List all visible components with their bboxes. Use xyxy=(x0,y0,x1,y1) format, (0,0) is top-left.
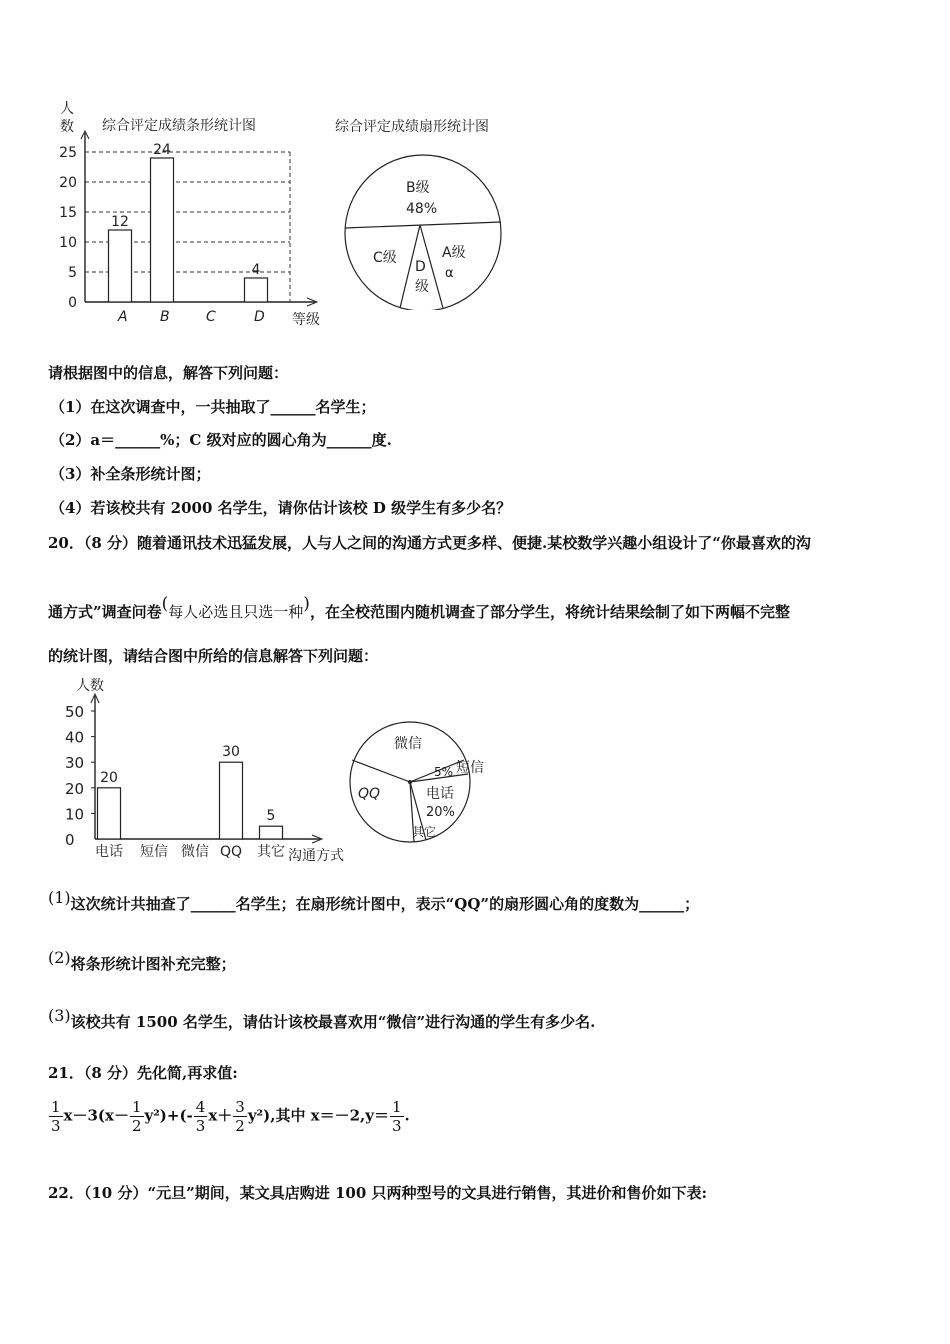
comm-pie-center xyxy=(408,780,412,784)
q21-term-3: x＋ xyxy=(208,1106,233,1125)
comm-pie-label-phone-pct: 20% xyxy=(426,805,455,820)
q21-frac-4-den: 2 xyxy=(235,1117,245,1135)
q21-frac-3-num: 4 xyxy=(195,1098,206,1116)
comm-bar-value-label: 20 xyxy=(100,769,118,786)
q20-sub2-num: (2) xyxy=(48,948,71,967)
q19-part2: （2）a＝______%；C 级对应的圆心角为______度. xyxy=(50,431,392,449)
comm-bar-ytick: 50 xyxy=(65,703,85,721)
q21-frac-1-num: 1 xyxy=(51,1098,61,1116)
q21-frac-5 xyxy=(390,1098,404,1135)
q20-sub3-text: 该校共有 1500 名学生，请估计该校最喜欢用“微信”进行沟通的学生有多少名. xyxy=(70,1013,596,1031)
q21-frac-1 xyxy=(49,1098,63,1135)
q20-lparen: ( xyxy=(161,594,169,614)
comm-pie-label-wechat: 微信 xyxy=(394,736,422,752)
q20-line2-a: 通方式”调查问卷 xyxy=(48,603,162,621)
q20-sub1-text: 这次统计共抽查了______名学生；在扇形统计图中，表示“QQ”的扇形圆心角的度数为______； xyxy=(70,895,700,913)
comm-bar-xtick: QQ xyxy=(219,844,243,860)
comm-bar-xtick: 微信 xyxy=(181,844,209,860)
grade-bar-rect xyxy=(245,278,268,302)
grade-bar-ytick: 25 xyxy=(59,145,77,161)
comm-pie-label-sms-pct: 5% xyxy=(434,765,454,779)
grade-bar-xlabel: 等级 xyxy=(292,312,320,328)
q21-frac-3-den: 3 xyxy=(195,1117,206,1135)
q21-term-4: y²),其中 x＝－2,y＝ xyxy=(247,1106,389,1125)
comm-bar-value-label: 5 xyxy=(266,808,276,825)
grade-bar-ytick: 0 xyxy=(68,295,77,311)
q20-rparen: ) xyxy=(303,594,310,614)
grade-bar-xtick: D xyxy=(254,309,265,325)
q21-title: 21．（8 分）先化简,再求值: xyxy=(48,1064,238,1082)
grade-bar-rect xyxy=(109,230,132,302)
q22-title: 22．（10 分）“元旦”期间，某文具店购进 100 只两种型号的文具进行销售，其进价和售价如下表: xyxy=(48,1184,708,1202)
q21-expression xyxy=(48,1098,410,1135)
comm-bar-xtick: 短信 xyxy=(140,844,168,860)
comm-pie-label-phone: 电话 xyxy=(426,786,454,802)
grade-pie-label-d2: 级 xyxy=(415,279,429,295)
comm-bar-ytick: 10 xyxy=(65,805,85,824)
q20-paren-text: 每人必选且只选一种 xyxy=(168,603,304,621)
grade-bar-chart xyxy=(40,95,340,335)
q20-line3: 的统计图，请结合图中所给的信息解答下列问题： xyxy=(48,647,379,665)
grade-pie-label-b: B级 xyxy=(406,180,430,196)
q20-line1: 20．（8 分）随着通讯技术迅猛发展，人与人之间的沟通方式更多样、便捷.某校数学兴趣小组设计了“你最喜欢的沟 xyxy=(48,534,811,552)
comm-bar-value-label: 30 xyxy=(222,744,240,761)
comm-bar-ytick: 30 xyxy=(65,754,85,773)
grade-pie-label-d: D xyxy=(415,259,426,275)
comm-bar-xtick: 电话 xyxy=(95,844,123,860)
q21-frac-5-den: 3 xyxy=(392,1117,402,1135)
q21-frac-5-num: 1 xyxy=(392,1098,402,1116)
q21-frac-3 xyxy=(194,1098,208,1135)
comm-bar-ylabel: 人数 xyxy=(76,678,104,694)
grade-bar-ylabel-top: 人 xyxy=(60,101,74,117)
q19-intro: 请根据图中的信息，解答下列问题： xyxy=(48,364,289,382)
comm-bar-chart xyxy=(40,670,370,870)
grade-bar-ytick: 20 xyxy=(59,175,77,191)
q21-term-1: x－3(x－ xyxy=(63,1106,129,1125)
grade-bar-rect xyxy=(151,158,174,302)
q20-sub2-text: 将条形统计图补充完整； xyxy=(70,955,236,973)
grade-pie-label-c: C级 xyxy=(373,250,397,266)
grade-bar-xtick: B xyxy=(160,309,170,325)
grade-bar-value-label: 4 xyxy=(251,262,261,278)
comm-pie-chart xyxy=(340,720,510,850)
q21-frac-2-num: 1 xyxy=(131,1098,142,1116)
grade-bar-xtick: C xyxy=(206,309,216,325)
q19-part4: （4）若该校共有 2000 名学生，请你估计该校 D 级学生有多少名？ xyxy=(50,499,512,517)
grade-pie-title: 综合评定成绩扇形统计图 xyxy=(335,119,489,135)
comm-bar-ytick: 40 xyxy=(65,728,85,747)
q20-sub3 xyxy=(48,1006,595,1032)
q21-frac-2 xyxy=(130,1098,144,1135)
q20-sub2 xyxy=(48,948,236,974)
grade-pie-label-b-pct: 48% xyxy=(406,201,438,217)
comm-pie-label-other: 其它 xyxy=(412,825,437,839)
comm-bar-xlabel: 沟通方式 xyxy=(288,848,344,864)
grade-pie-chart xyxy=(330,110,530,310)
grade-bar-ytick: 5 xyxy=(68,265,77,281)
comm-pie-label-sms: 短信 xyxy=(456,760,484,776)
comm-bar-rect xyxy=(220,762,243,839)
grade-bar-value-label: 24 xyxy=(153,142,171,158)
comm-pie-label-qq: QQ xyxy=(358,786,381,802)
comm-bar-ytick: 0 xyxy=(65,831,75,849)
q21-frac-4 xyxy=(233,1098,247,1135)
comm-bar-rect xyxy=(98,788,121,839)
q20-sub3-num: (3) xyxy=(48,1006,71,1025)
q21-term-5: . xyxy=(404,1106,410,1125)
q21-term-2: y²)+(- xyxy=(144,1106,193,1125)
comm-bar-rect xyxy=(260,826,283,839)
q20-sub1 xyxy=(48,888,699,914)
grade-bar-title: 综合评定成绩条形统计图 xyxy=(102,118,256,134)
q19-part3: （3）补全条形统计图； xyxy=(50,465,211,483)
comm-bar-ytick: 20 xyxy=(65,779,85,798)
grade-bar-ylabel-bottom: 数 xyxy=(60,119,74,135)
grade-bar-value-label: 12 xyxy=(111,214,129,230)
q21-frac-2-den: 2 xyxy=(131,1117,142,1135)
grade-pie-label-a: A级 xyxy=(442,245,466,261)
q20-sub1-num: (1) xyxy=(48,888,71,907)
q21-frac-1-den: 3 xyxy=(51,1117,61,1135)
q19-part1: （1）在这次调查中，一共抽取了______名学生； xyxy=(50,398,376,416)
q20-line2-b: ，在全校范围内随机调查了部分学生，将统计结果绘制了如下两幅不完整 xyxy=(309,603,790,621)
comm-bar-xtick: 其它 xyxy=(257,844,285,860)
q20-line2 xyxy=(48,594,790,622)
q21-frac-4-num: 3 xyxy=(235,1098,245,1116)
grade-bar-ytick: 15 xyxy=(59,205,77,221)
grade-bar-ytick: 10 xyxy=(59,235,77,251)
comm-pie-divider-1 xyxy=(352,760,410,782)
grade-bar-xtick: A xyxy=(118,309,128,325)
grade-pie-label-alpha: α xyxy=(445,266,454,281)
grade-pie-divider-b xyxy=(345,222,501,228)
